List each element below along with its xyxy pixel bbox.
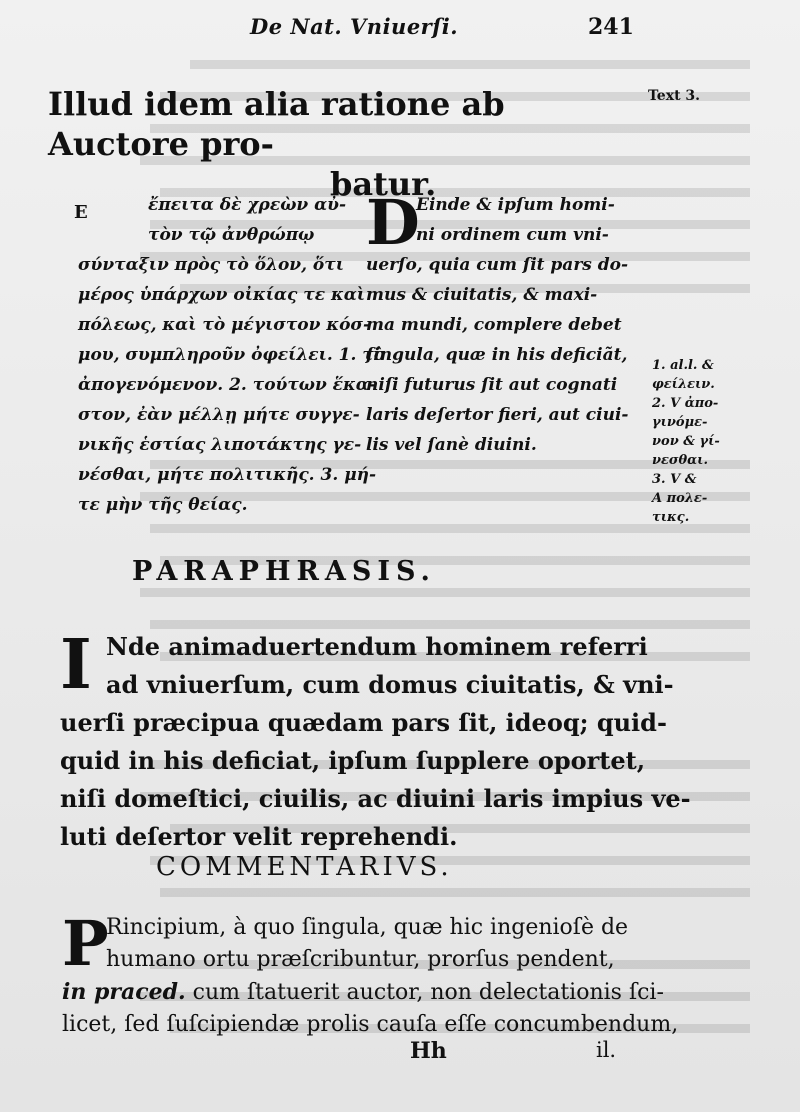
commentarius-heading: COMMENTARIVS. (156, 852, 453, 882)
commentarius-reference: in praced. (62, 979, 186, 1005)
greek-line: πόλεως, καὶ τὸ μέγιστον κόσ- (78, 315, 370, 335)
latin-line: ſingula, quæ in his deficiãt, (366, 345, 628, 365)
greek-line: νέσθαι, μήτε πολιτικῆς. 3. μή- (78, 465, 377, 485)
title-line-2: batur. (330, 165, 437, 203)
latin-line: lis vel ſanè diuini. (366, 435, 537, 455)
margin-notes (652, 356, 752, 527)
latin-line: niſi futurus ſit aut cognati (366, 375, 618, 395)
greek-line: τε μὴν τῆς θείας. (78, 495, 248, 515)
commentarius-line: licet, ſed ſuſcipiendæ prolis cauſa eſſe concumbendum, (62, 1012, 679, 1037)
greek-column (74, 190, 386, 520)
margin-note: 2. V ἀπο- (652, 396, 719, 411)
margin-reference: Text 3. (648, 88, 701, 104)
greek-line: νικῆς ἑστίας λιποτάκτης γε- (78, 435, 362, 455)
latin-column (366, 186, 650, 460)
paraphrasis-drop-cap: I (60, 625, 92, 705)
latin-line: mus & ciuitatis, & maxi- (366, 285, 598, 305)
paraphrasis-line: niſi domeſtici, ciuilis, ac diuini laris impius ve- (60, 784, 691, 813)
paraphrasis-line: uerſi præcipua quædam pars ſit, ideoq; quid- (60, 708, 667, 737)
title-line-1: Illud idem alia ratione ab Auctore pro- (48, 85, 505, 163)
margin-note: A πολε- (652, 491, 708, 506)
paraphrasis-heading: PARAPHRASIS. (132, 556, 436, 587)
greek-initial: E (74, 202, 88, 223)
latin-line: ni ordinem cum vni- (416, 225, 609, 245)
margin-note: φείλειν. (652, 377, 715, 392)
greek-line: σύνταξιν πρὸς τὸ ὅλον, ὅτι (78, 255, 344, 275)
margin-note: 3. V & (652, 472, 697, 487)
greek-line: στον, ἐὰν μέλλῃ μήτε συγγε- (78, 405, 360, 425)
margin-note: γινόμε- (652, 415, 708, 430)
running-head: De Nat. Vniuerſi. (250, 14, 459, 39)
margin-note: νον & γί- (652, 434, 720, 449)
greek-line: τὸν τῷ ἀνθρώπῳ (148, 225, 315, 245)
paraphrasis-line: Nde animaduertendum hominem referri (106, 632, 648, 661)
commentarius-line: Rincipium, à quo ſingula, quæ hic ingenioſè de (106, 915, 629, 940)
greek-line: ἔπειτα δὲ χρεὼν αὐ- (148, 195, 347, 215)
latin-drop-cap: D (366, 186, 420, 259)
signature-mark: Hh (410, 1038, 447, 1064)
catchword: il. (596, 1038, 617, 1062)
margin-note: τικς. (652, 510, 690, 525)
margin-note: νεσθαι. (652, 453, 708, 468)
latin-line: ma mundi, complere debet (366, 315, 622, 335)
section-title (48, 84, 648, 204)
paraphrasis-text (60, 625, 691, 856)
page-number: 241 (588, 14, 634, 40)
commentarius-line (62, 976, 664, 1009)
margin-note: 1. al.l. & (652, 358, 714, 373)
greek-line: ἀπογενόμενον. 2. τούτων ἕκα- (78, 375, 376, 395)
latin-line: laris deſertor fieri, aut ciui- (366, 405, 629, 425)
greek-line: μου, συμπληροῦν ὀφείλει. 1. τὸ (78, 345, 386, 365)
paraphrasis-line: luti deſertor velit reprehendi. (60, 822, 458, 851)
paraphrasis-line: ad vniuerſum, cum domus ciuitatis, & vni- (106, 670, 674, 699)
commentarius-drop-cap: P (62, 907, 109, 980)
commentarius-line-rest: cum ſtatuerit auctor, non delectationis ſci- (185, 980, 664, 1005)
commentarius-line: humano ortu præſcribuntur, prorſus pendent, (106, 947, 615, 972)
commentarius-text (62, 907, 679, 1041)
greek-line: μέρος ὑπάρχων οἰκίας τε καὶ (78, 285, 366, 305)
paraphrasis-line: quid in his deficiat, ipſum ſupplere oportet, (60, 746, 646, 775)
latin-line: uerſo, quia cum ſit pars do- (366, 255, 629, 275)
latin-line: Einde & ipſum homi- (416, 195, 615, 215)
